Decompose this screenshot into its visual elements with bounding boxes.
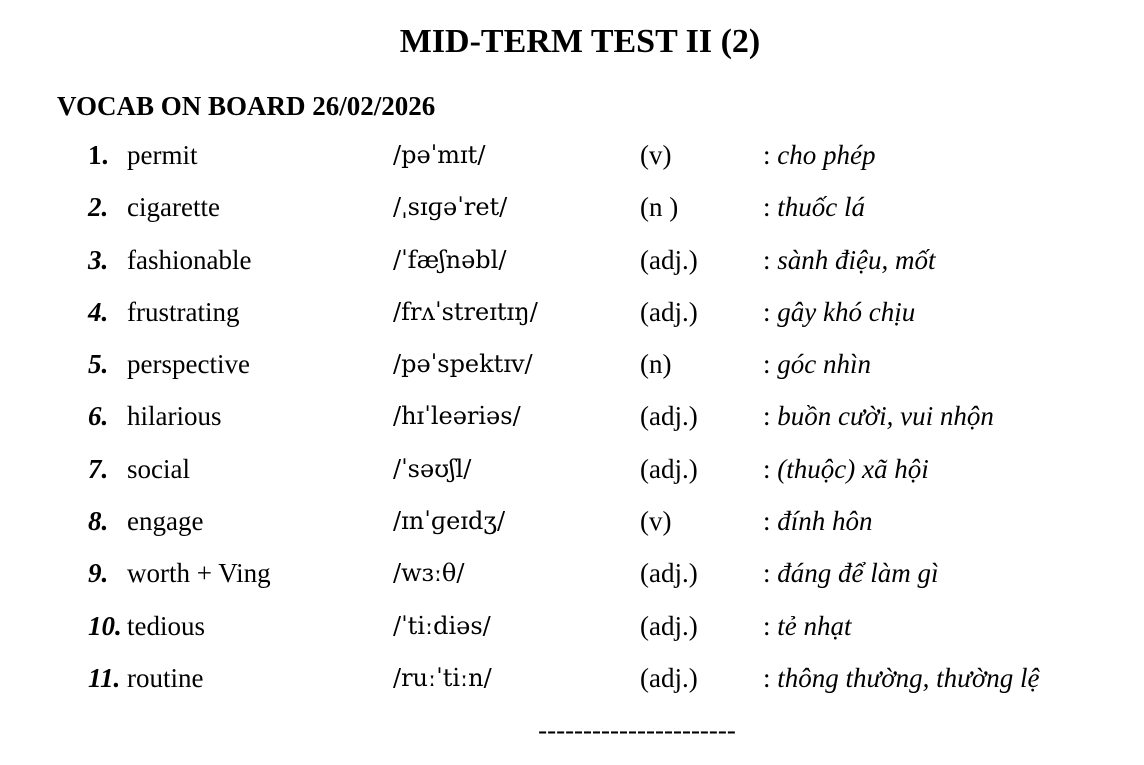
vocab-ipa: /ˈfæʃnəbl/ [393, 245, 507, 274]
meaning-colon: : [763, 296, 778, 327]
vocab-word: social [127, 453, 190, 484]
item-number: 10. [88, 610, 122, 641]
vocab-part-of-speech: (adj.) [640, 662, 698, 693]
vocab-row [0, 398, 1144, 450]
item-number: 7. [88, 453, 109, 484]
vocab-ipa: /ˈsəʊʃl/ [393, 454, 472, 483]
vocab-part-of-speech: (adj.) [640, 610, 698, 641]
vocab-list [0, 137, 1144, 712]
vocab-word: tedious [127, 610, 205, 641]
vocab-meaning: tẻ nhạt [777, 610, 852, 641]
vocab-meaning-line [763, 660, 1040, 696]
vocab-meaning: buồn cười, vui nhộn [777, 401, 994, 432]
vocab-part-of-speech: (v) [640, 140, 672, 170]
vocab-word: worth + Ving [127, 558, 271, 589]
vocab-part-of-speech: (adj.) [640, 401, 698, 432]
item-number: 5. [88, 349, 109, 380]
vocab-row [0, 346, 1144, 398]
vocab-part-of-speech: (v) [640, 506, 672, 537]
vocab-part-of-speech: (adj.) [640, 244, 698, 275]
vocab-word: routine [127, 662, 204, 693]
vocab-ipa: /pəˈspektɪv/ [393, 350, 533, 379]
meaning-colon: : [763, 401, 778, 432]
vocab-ipa: /ˈtiːdiəs/ [393, 611, 491, 640]
item-number: 11. [88, 662, 121, 693]
item-number: 6. [88, 401, 109, 432]
vocab-row [0, 608, 1144, 660]
item-number: 1. [88, 140, 109, 170]
meaning-colon: : [763, 349, 778, 380]
vocab-part-of-speech: (adj.) [640, 558, 698, 589]
vocab-ipa: /ruːˈtiːn/ [393, 663, 492, 692]
vocab-meaning: đáng để làm gì [777, 558, 939, 589]
meaning-colon: : [763, 244, 778, 275]
vocab-row [0, 451, 1144, 503]
vocab-meaning: thuốc lá [777, 192, 866, 223]
meaning-colon: : [763, 662, 778, 693]
vocab-ipa: /wɜːθ/ [393, 559, 465, 588]
meaning-colon: : [763, 453, 778, 484]
vocab-meaning-line [763, 503, 873, 539]
meaning-colon: : [763, 506, 778, 537]
meaning-colon: : [763, 192, 778, 223]
vocab-ipa: /pəˈmɪt/ [393, 141, 486, 169]
meaning-colon: : [763, 558, 778, 589]
vocab-part-of-speech: (adj.) [640, 296, 698, 327]
vocab-row [0, 189, 1144, 241]
vocab-part-of-speech: (n ) [640, 192, 679, 223]
section-divider: ---------------------- [538, 715, 736, 745]
vocab-ipa: /ɪnˈɡeɪdʒ/ [393, 507, 506, 536]
vocab-ipa: /ˌsɪɡəˈret/ [393, 193, 508, 222]
item-number: 2. [88, 192, 109, 223]
vocab-meaning: cho phép [777, 140, 876, 170]
vocab-row [0, 137, 1144, 189]
meaning-colon: : [763, 140, 778, 170]
vocab-word: cigarette [127, 192, 220, 223]
vocab-meaning: sành điệu, mốt [777, 244, 936, 275]
vocab-word: fashionable [127, 244, 252, 275]
section-heading: VOCAB ON BOARD 26/02/2026 [57, 91, 436, 121]
vocab-part-of-speech: (adj.) [640, 453, 698, 484]
item-number: 8. [88, 506, 109, 537]
vocab-meaning-line [763, 608, 852, 644]
vocab-word: perspective [127, 349, 250, 380]
vocab-ipa: /frʌˈstreɪtɪŋ/ [393, 297, 538, 326]
vocab-word: frustrating [127, 296, 240, 327]
vocab-meaning-line [763, 398, 994, 434]
vocab-meaning-line [763, 346, 871, 382]
vocab-meaning-line [763, 555, 939, 591]
vocab-row [0, 242, 1144, 294]
page-title: MID-TERM TEST II (2) [399, 23, 761, 60]
vocab-meaning-line [763, 137, 875, 173]
vocab-meaning-line [763, 294, 915, 330]
vocab-row [0, 660, 1144, 712]
item-number: 9. [88, 558, 109, 589]
vocab-meaning: thông thường, thường lệ [777, 662, 1040, 693]
meaning-colon: : [763, 610, 778, 641]
item-number: 4. [88, 296, 109, 327]
vocab-row [0, 503, 1144, 555]
vocab-meaning: góc nhìn [777, 349, 872, 380]
vocab-word: hilarious [127, 401, 222, 432]
vocab-part-of-speech: (n) [640, 349, 672, 380]
vocab-meaning: gây khó chịu [777, 296, 916, 327]
vocab-meaning: đính hôn [777, 506, 873, 537]
vocab-ipa: /hɪˈleəriəs/ [393, 402, 521, 431]
item-number: 3. [88, 244, 109, 275]
vocab-meaning-line [763, 189, 865, 225]
vocab-word: permit [127, 140, 198, 170]
vocab-meaning: (thuộc) xã hội [777, 453, 929, 484]
vocab-meaning-line [763, 242, 936, 278]
vocab-row [0, 294, 1144, 346]
vocab-meaning-line [763, 451, 929, 487]
vocab-word: engage [127, 506, 204, 537]
vocab-row [0, 555, 1144, 607]
